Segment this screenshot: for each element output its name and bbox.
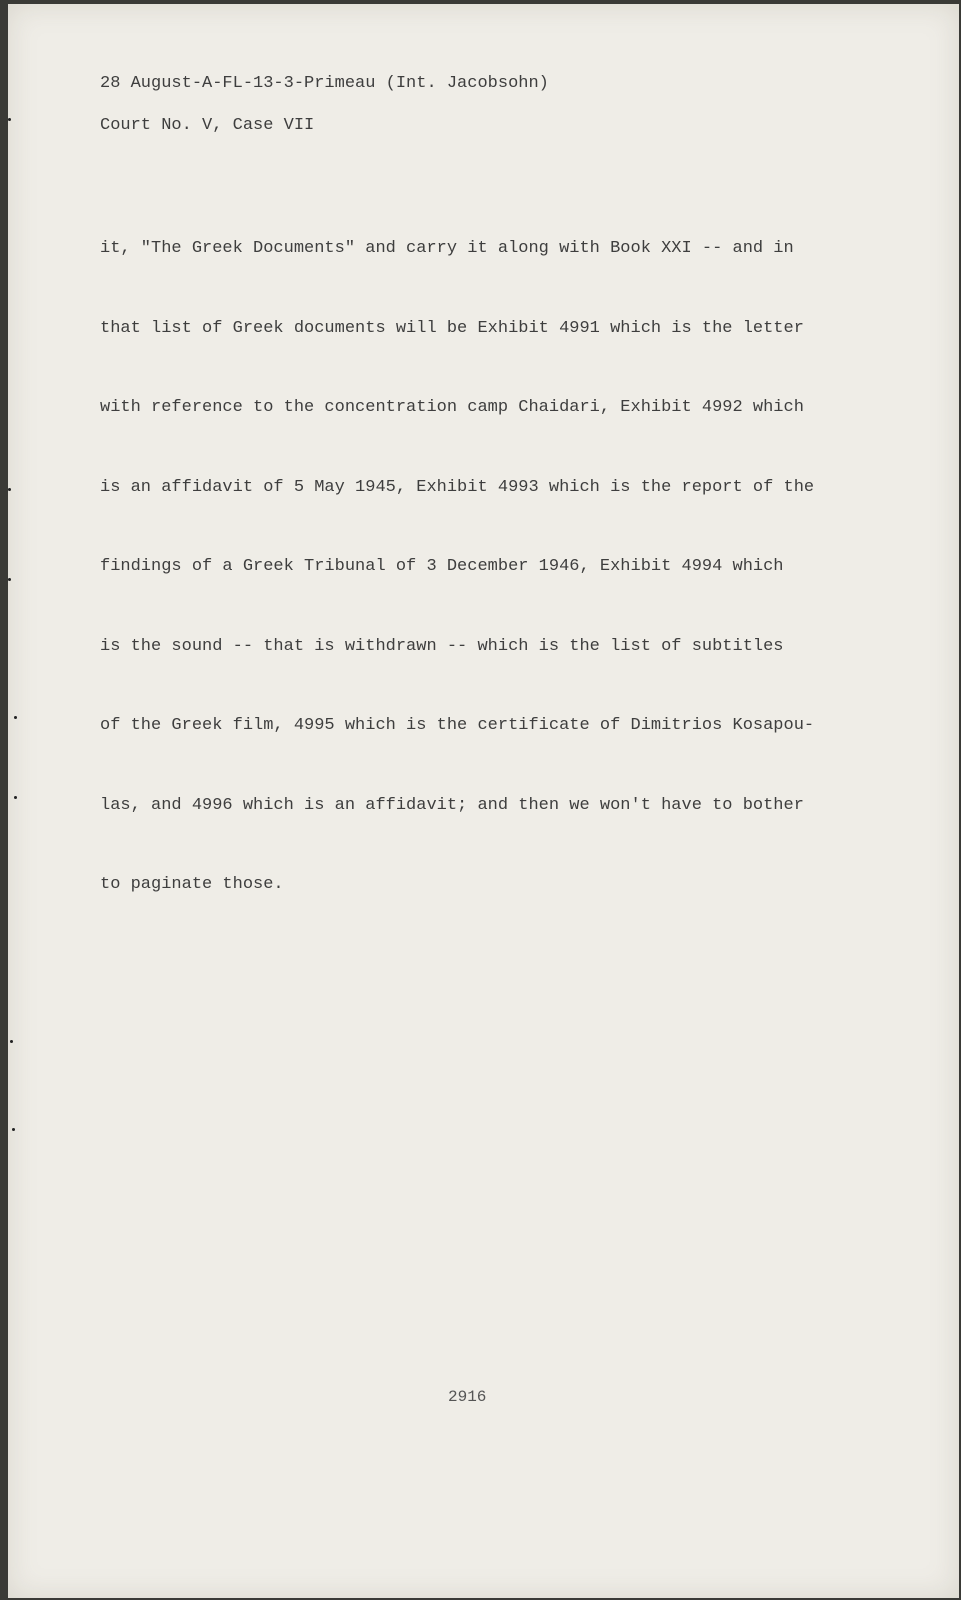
body-line: to paginate those. — [100, 875, 284, 894]
header-court-case: Court No. V, Case VII — [100, 116, 315, 135]
margin-mark — [8, 578, 11, 581]
transcript-body — [100, 200, 814, 954]
document-page — [8, 4, 959, 1598]
body-line: that list of Greek documents will be Exhibit 4991 which is the letter — [100, 318, 804, 338]
margin-mark — [8, 488, 11, 491]
header-case-reference: 28 August-A-FL-13-3-Primeau (Int. Jacobsohn) — [100, 74, 549, 93]
body-line: is the sound -- that is withdrawn -- which is the list of subtitles — [100, 636, 784, 656]
body-line: with reference to the concentration camp Chaidari, Exhibit 4992 which — [100, 398, 804, 417]
body-line: it, "The Greek Documents" and carry it along with Book XXI -- and in — [100, 239, 794, 258]
body-line: las, and 4996 which is an affidavit; and then we won't have to bother — [100, 795, 804, 815]
body-line: of the Greek film, 4995 which is the certificate of Dimitrios Kosapou- — [100, 716, 815, 735]
margin-mark — [14, 796, 17, 799]
margin-mark — [12, 1128, 15, 1131]
margin-mark — [10, 1040, 13, 1043]
body-line: is an affidavit of 5 May 1945, Exhibit 4993 which is the report of the — [100, 477, 815, 497]
margin-mark — [14, 716, 17, 719]
margin-mark — [8, 118, 11, 121]
page-number: 2916 — [448, 1388, 487, 1406]
body-line: findings of a Greek Tribunal of 3 December 1946, Exhibit 4994 which — [100, 557, 784, 576]
